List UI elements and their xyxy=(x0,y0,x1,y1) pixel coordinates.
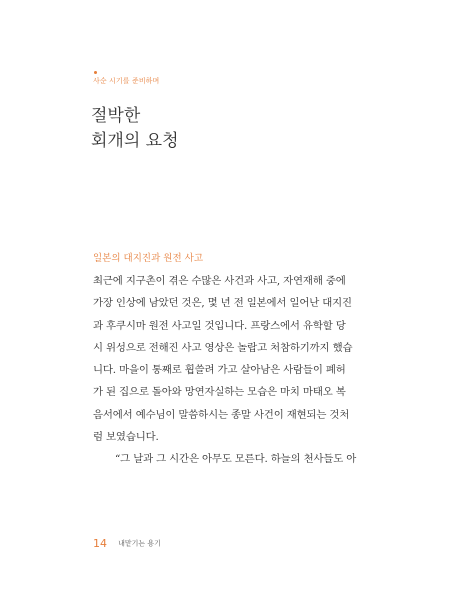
body-line: 음서에서 예수님이 말씀하시는 종말 사건이 재현되는 것처 xyxy=(93,408,350,421)
series-label: 사순 시기를 준비하며 xyxy=(93,77,160,85)
chapter-title-line-1: 절박한 xyxy=(91,106,141,126)
body-line: 최근에 지구촌이 겪은 수많은 사건과 사고, 자연재해 중에 xyxy=(93,275,346,287)
page-number: 14 xyxy=(93,537,107,550)
body-line: 시 위성으로 전해진 사고 영상은 놀랍고 처참하기까지 했습 xyxy=(93,341,353,354)
body-line: 럼 보였습니다. xyxy=(93,431,159,444)
body-line: 과 후쿠시마 원전 사고일 것입니다. 프랑스에서 유학할 당 xyxy=(93,319,346,332)
body-paragraphs xyxy=(93,270,383,471)
body-line-quote: “그 날과 그 시간은 아무도 모른다. 하늘의 천사들도 아 xyxy=(115,453,357,466)
page-footer xyxy=(93,533,161,552)
body-line: 가장 인상에 남았던 것은, 몇 년 전 일본에서 일어난 대지진 xyxy=(93,297,352,310)
section-heading: 일본의 대지진과 원전 사고 xyxy=(93,253,204,264)
accent-dot-icon xyxy=(94,71,97,74)
running-book-title: 내맡기는 용기 xyxy=(118,539,161,548)
body-line: 가 된 집으로 돌아와 망연자실하는 모습은 마치 마태오 복 xyxy=(93,386,346,399)
chapter-title xyxy=(91,104,179,154)
chapter-title-line-2: 회개의 요청 xyxy=(91,131,179,151)
body-line: 니다. 마을이 통째로 휩쓸려 가고 살아남은 사람들이 폐허 xyxy=(93,364,346,377)
